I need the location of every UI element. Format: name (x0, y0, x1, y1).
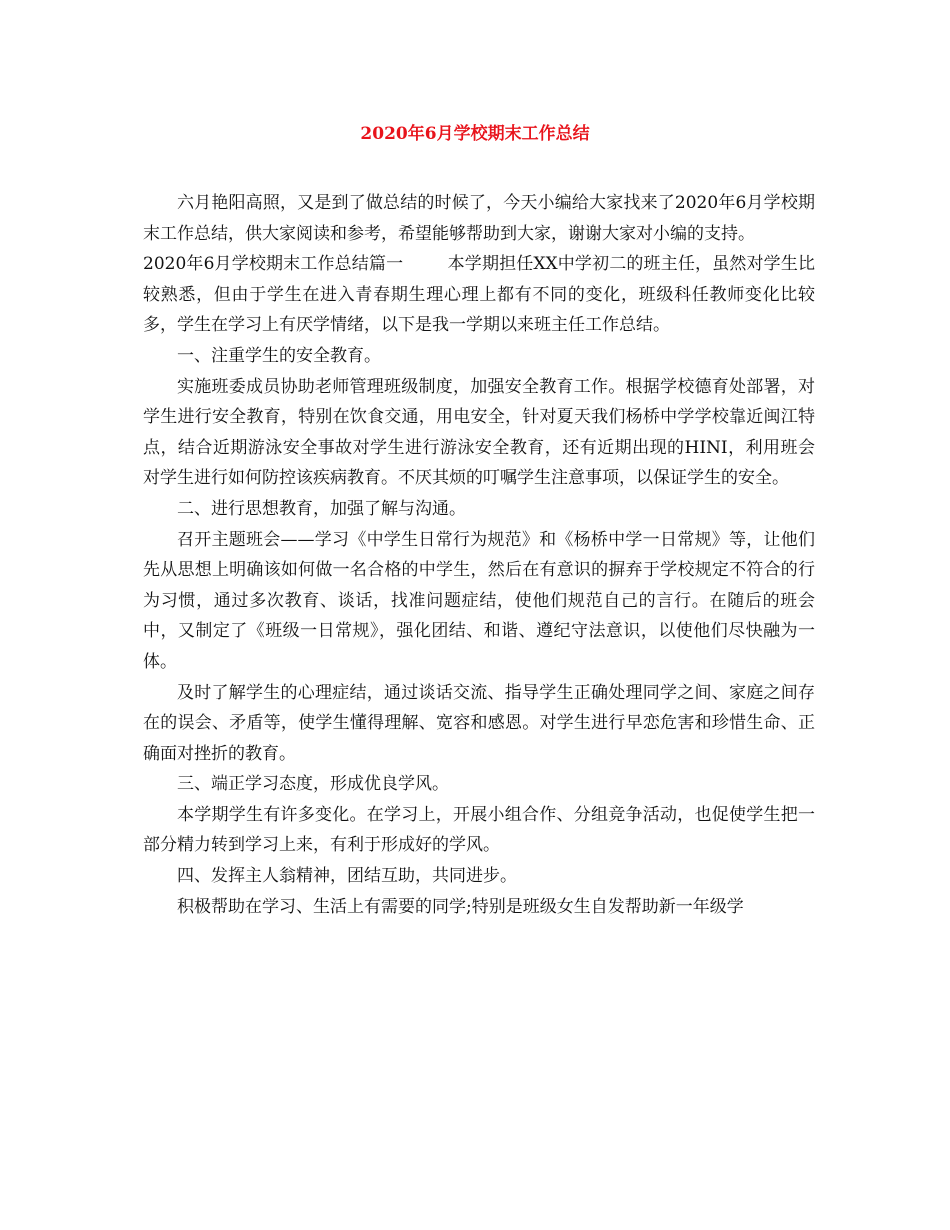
paragraph-study-changes: 本学期学生有许多变化。在学习上，开展小组合作、分组竞争活动，也促使学生把一部分精力转到学习上来，有利于形成好的学风。 (143, 804, 815, 856)
section-heading: 2020年6月学校期末工作总结篇一 (143, 254, 404, 275)
heading-study-attitude: 三、端正学习态度，形成优良学风。 (177, 774, 449, 795)
heading-thought-education: 二、进行思想教育，加强了解与沟通。 (177, 498, 466, 519)
document-title: 2020年6月学校期末工作总结 (360, 124, 590, 144)
paragraph-theme-meeting: 召开主题班会——学习《中学生日常行为规范》和《杨桥中学一日常规》等，让他们先从思想上明确该如何做一名合格的中学生，然后在有意识的摒弃于学校规定不符合的行为习惯，通过多次教育、谈话，找准问题症结，使他们规范自己的言行。在随后的班会中，又制定了《班级一日常规》，强化团结、和谐、遵纪守法意识，以使他们尽快融为一体。 (143, 529, 815, 672)
document-body (143, 188, 815, 922)
intro-paragraph: 六月艳阳高照，又是到了做总结的时候了，今天小编给大家找来了2020年6月学校期末工作总结，供大家阅读和参考，希望能够帮助到大家，谢谢大家对小编的支持。 (143, 193, 815, 244)
paragraph-safety: 实施班委成员协助老师管理班级制度，加强安全教育工作。根据学校德育处部署，对学生进行安全教育，特别在饮食交通，用电安全，针对夏天我们杨桥中学学校靠近闽江特点，结合近期游泳安全事故对学生进行游泳安全教育，还有近期出现的HINI，利用班会对学生进行如何防控该疾病教育。不厌其烦的叮嘱学生注意事项，以保证学生的安全。 (143, 376, 815, 489)
section-one-paragraph (143, 249, 815, 341)
heading-mutual-help: 四、发挥主人翁精神，团结互助，共同进步。 (177, 866, 517, 887)
heading-safety: 一、注重学生的安全教育。 (177, 345, 381, 366)
paragraph-psychology: 及时了解学生的心理症结，通过谈话交流、指导学生正确处理同学之间、家庭之间存在的误会、矛盾等，使学生懂得理解、宽容和感恩。对学生进行早恋危害和珍惜生命、正确面对挫折的教育。 (143, 682, 815, 764)
paragraph-helping: 积极帮助在学习、生活上有需要的同学;特别是班级女生自发帮助新一年级学 (177, 896, 744, 917)
section-intro: 本学期担任XX中学初二的班主任，虽然对学生比较熟悉，但由于学生在进入青春期生理心理上都有不同的变化，班级科任教师变化比较多，学生在学习上有厌学情绪，以下是我一学期以来班主任工作总结。 (143, 254, 815, 336)
